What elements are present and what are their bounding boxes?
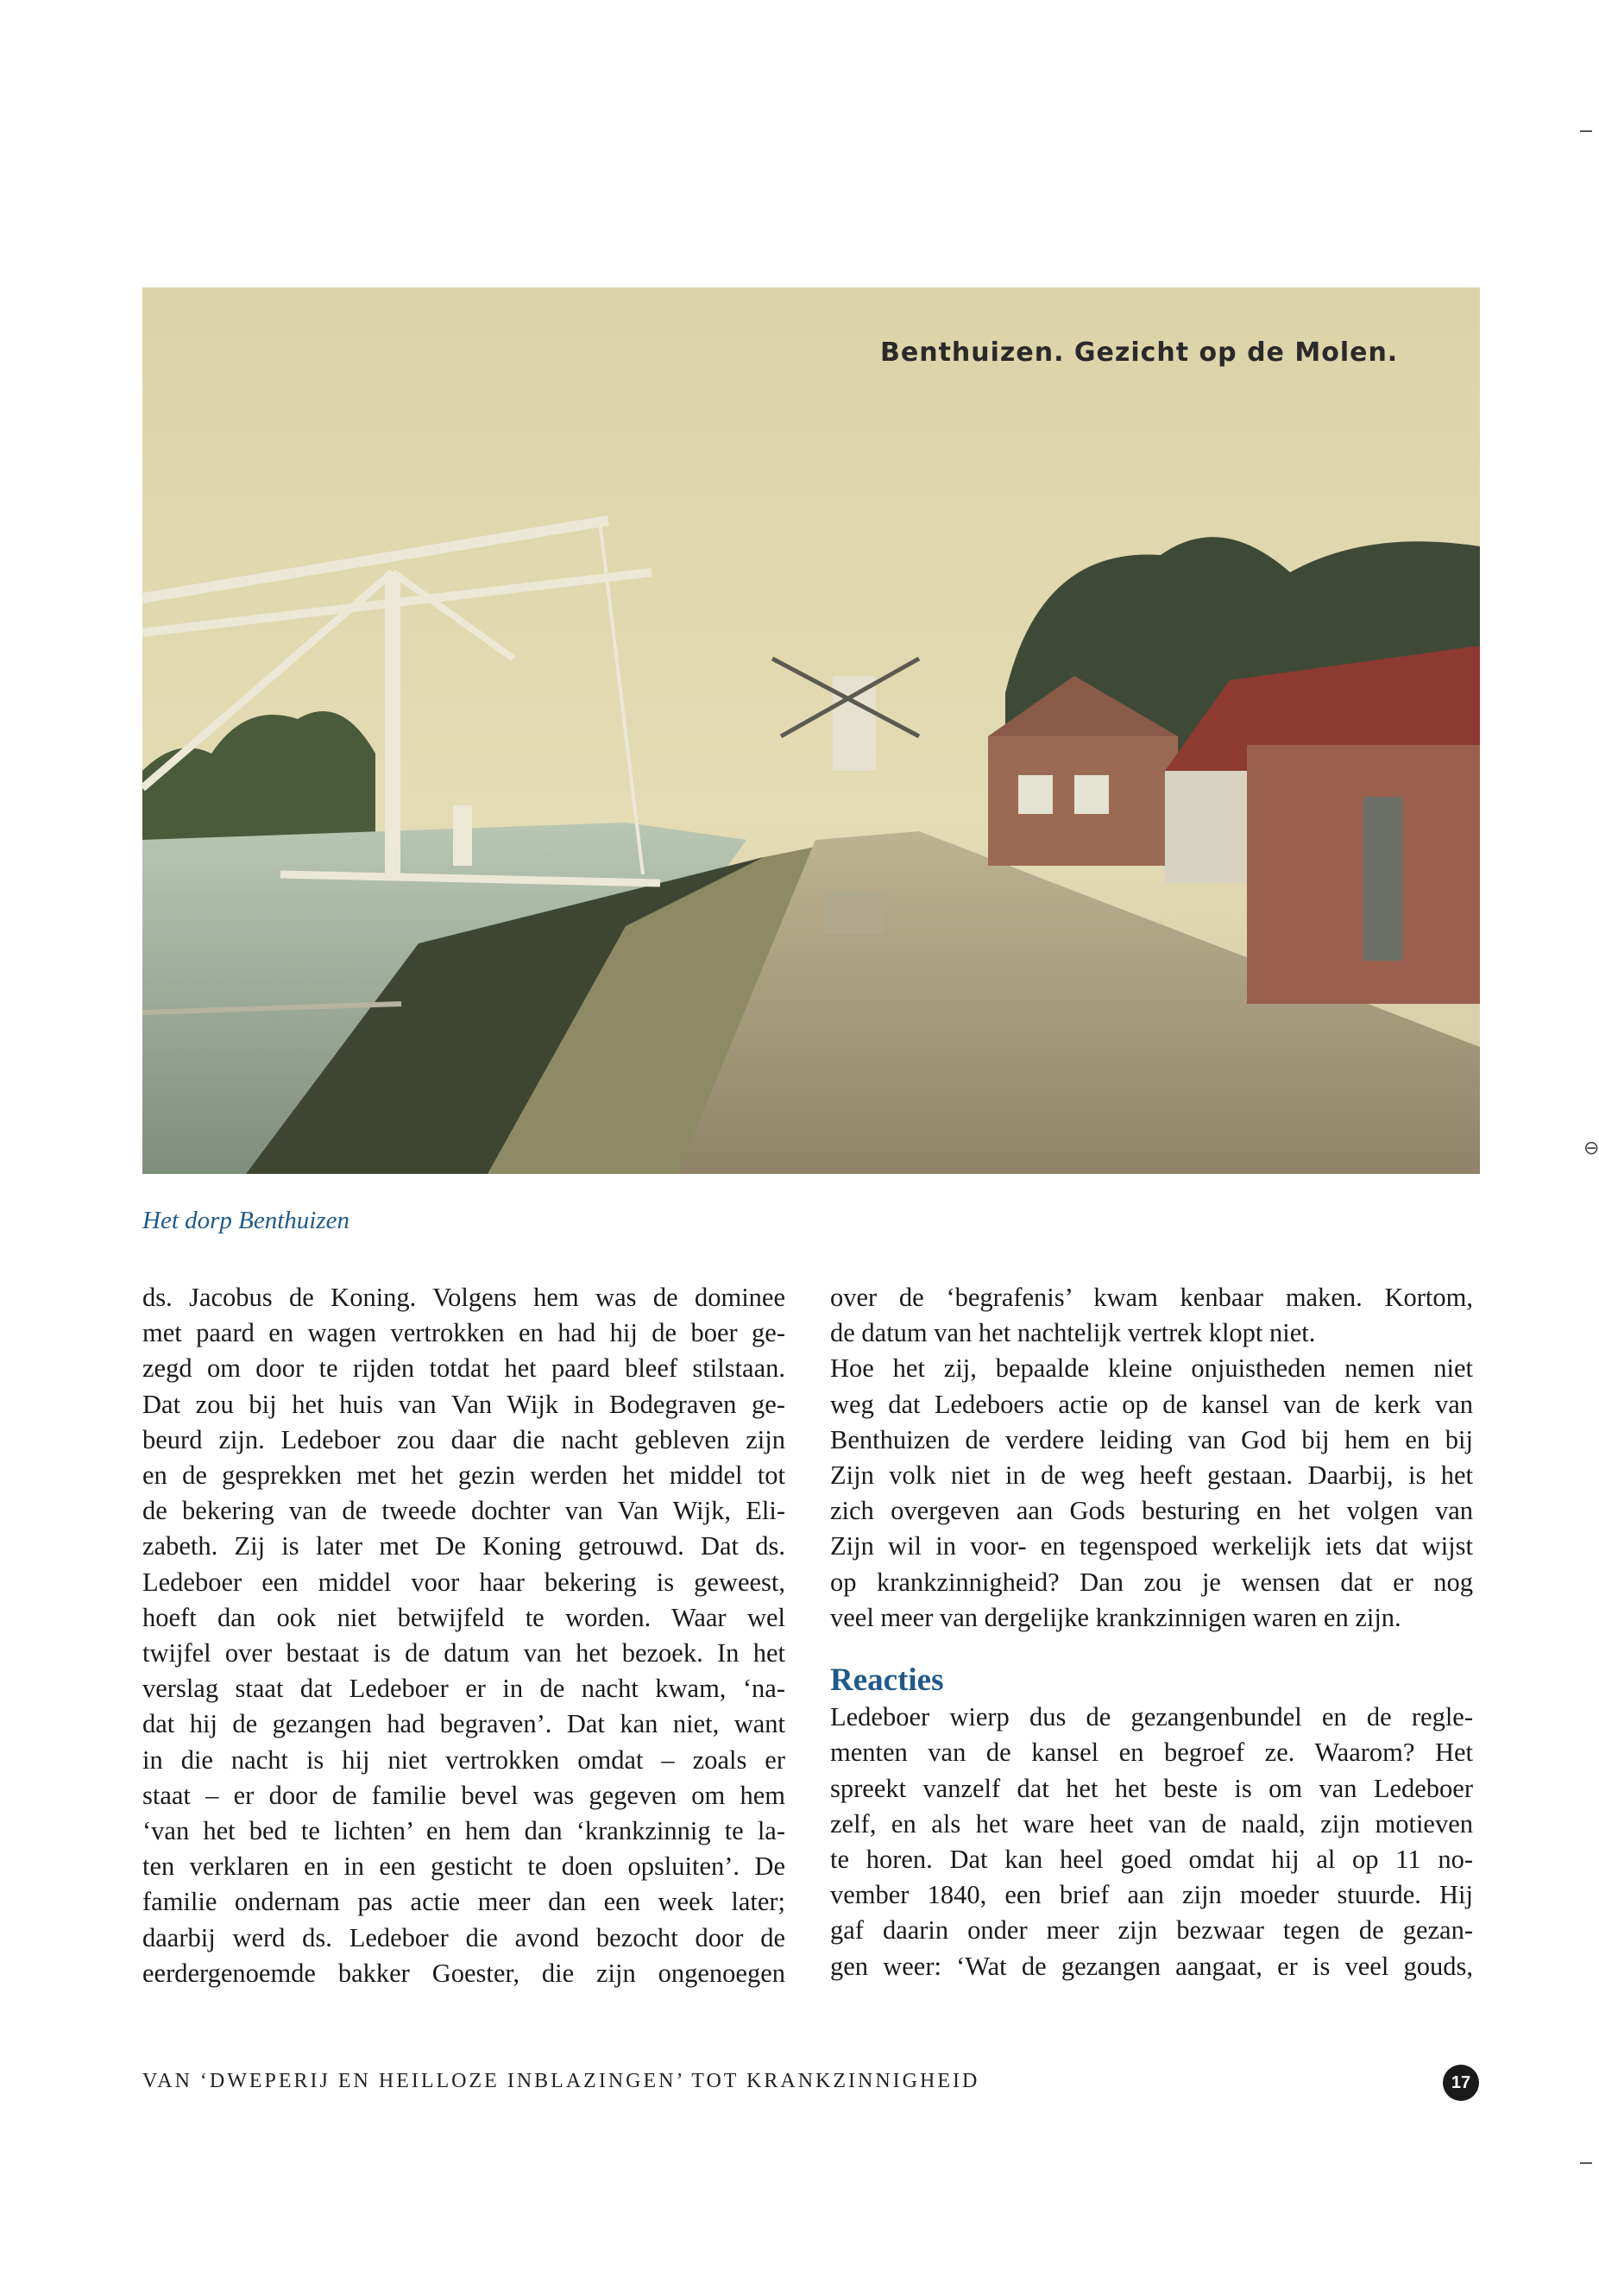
body-line: spreekt vanzelf dat het het beste is om van Ledeboer — [830, 1773, 1473, 1803]
crop-mark-top-right — [1580, 130, 1592, 132]
body-line: eerdergenoemde bakker Goester, die zijn ongenoegen — [142, 1958, 785, 1988]
body-line: staat – er door de familie bevel was gegeven om hem — [142, 1780, 785, 1810]
body-line: Ledeboer een middel voor haar bekering is geweest, — [142, 1567, 785, 1597]
body-line: over de ‘begrafenis’ kwam kenbaar maken. Kortom, — [830, 1283, 1473, 1312]
body-line: Zijn wil in voor- en tegenspoed werkelijk iets dat wijst — [830, 1531, 1473, 1561]
body-line: in die nacht is hij niet vertrokken omdat – zoals er — [142, 1744, 785, 1775]
running-title: VAN ‘DWEPERIJ EN HEILLOZE INBLAZINGEN’ TOT KRANKZINNIGHEID — [142, 2070, 980, 2092]
body-line: twijfel over bestaat is de datum van het bezoek. In het — [142, 1638, 785, 1668]
body-line: hoeft dan ook niet betwijfeld te worden. Waar wel — [142, 1602, 785, 1632]
body-line: Zijn volk niet in de weg heeft gestaan. Daarbij, is het — [830, 1460, 1473, 1491]
body-line: daarbij werd ds. Ledeboer die avond bezocht door de — [142, 1922, 785, 1952]
body-line: te horen. Dat kan heel goed omdat hij al op 11 no- — [830, 1845, 1473, 1875]
body-line: zich overgeven aan Gods besturing en het volgen van — [830, 1496, 1473, 1526]
registration-mark: ⊖ — [1583, 1138, 1599, 1159]
page-number: 17 — [1443, 2065, 1479, 2101]
body-line: gen weer: ‘Wat de gezangen aangaat, er is veel gouds, — [830, 1951, 1473, 1981]
postcard-title: Benthuizen. Gezicht op de Molen. — [880, 337, 1399, 368]
body-line: zelf, en als het ware heet van de naald, zijn motieven — [830, 1808, 1473, 1839]
body-line: zabeth. Zij is later met De Koning getrouwd. Dat ds. — [142, 1531, 785, 1561]
section-heading: Reacties — [830, 1662, 944, 1699]
body-line: de datum van het nachtelijk vertrek klopt niet. — [830, 1318, 1316, 1348]
body-line: zegd om door te rijden totdat het paard bleef stilstaan. — [142, 1353, 785, 1384]
body-line: op krankzinnigheid? Dan zou je wensen dat er nog — [830, 1567, 1473, 1597]
body-line: en de gesprekken met het gezin werden het middel tot — [142, 1460, 785, 1491]
body-line: Hoe het zij, bepaalde kleine onjuistheden nemen niet — [830, 1353, 1473, 1384]
body-line: familie ondernam pas actie meer dan een week later; — [142, 1887, 785, 1917]
body-line: beurd zijn. Ledeboer zou daar die nacht gebleven zijn — [142, 1424, 785, 1454]
body-line: ‘van het bed te lichten’ en hem dan ‘krankzinnig te la- — [142, 1816, 785, 1846]
body-line: Ledeboer wierp dus de gezangenbundel en de regle- — [830, 1702, 1473, 1732]
postcard-photo — [142, 287, 1480, 1174]
crop-mark-bottom-right — [1580, 2162, 1592, 2164]
milk-cart — [824, 892, 884, 935]
photo-caption: Het dorp Benthuizen — [142, 1207, 350, 1234]
body-line: vember 1840, een brief aan zijn moeder stuurde. Hij — [830, 1880, 1473, 1910]
body-line: dat hij de gezangen had begraven’. Dat kan niet, want — [142, 1709, 785, 1739]
text-column-right — [830, 1280, 1473, 1984]
body-line: ten verklaren en in een gesticht te doen opsluiten’. De — [142, 1851, 785, 1882]
body-line: verslag staat dat Ledeboer er in de nacht kwam, ‘na- — [142, 1674, 785, 1704]
body-line: ds. Jacobus de Koning. Volgens hem was de dominee — [142, 1283, 785, 1312]
body-line: veel meer van dergelijke krankzinnigen waren en zijn. — [830, 1602, 1401, 1632]
body-line: de bekering van de tweede dochter van Van Wijk, Eli- — [142, 1496, 785, 1526]
body-line: gaf daarin onder meer zijn bezwaar tegen de gezan- — [830, 1915, 1473, 1946]
body-line: Dat zou bij het huis van Van Wijk in Bodegraven ge- — [142, 1389, 785, 1419]
postcard-illustration — [142, 287, 1480, 1174]
body-line: menten van de kansel en begroef ze. Waarom? Het — [830, 1738, 1473, 1768]
text-column-left — [142, 1280, 785, 1991]
body-line: met paard en wagen vertrokken en had hij de boer ge- — [142, 1318, 785, 1348]
body-line: Benthuizen de verdere leiding van God bij hem en bij — [830, 1424, 1473, 1454]
body-line: weg dat Ledeboers actie op de kansel van de kerk van — [830, 1389, 1473, 1419]
